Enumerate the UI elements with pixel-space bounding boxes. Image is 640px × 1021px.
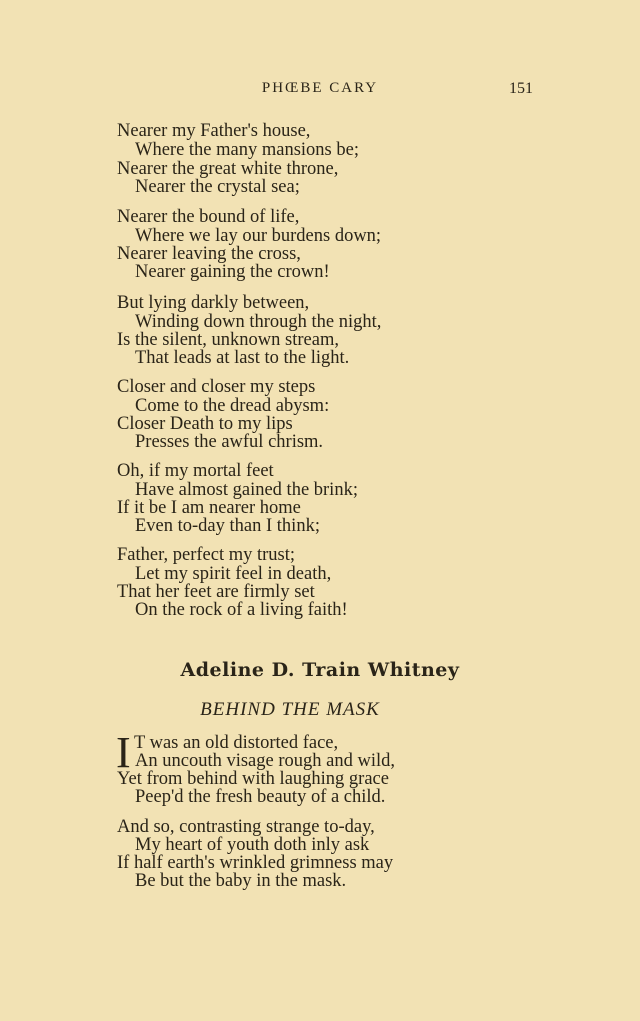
poem-line: Come to the dread abysm: [135,396,330,416]
poem-line: Even to-day than I think; [135,516,320,536]
poem-line: Nearer the great white throne, [117,159,339,179]
poem-line: T was an old distorted face, [134,733,339,753]
page-number: 151 [509,80,533,97]
poem-line: And so, contrasting strange to-day, [117,817,375,837]
poem-line: Nearer the bound of life, [117,207,300,227]
drop-cap: I [116,728,131,777]
poem-line: Peep'd the fresh beauty of a child. [135,787,386,807]
poem-line: That leads at last to the light. [135,348,350,368]
poem-line: Closer and closer my steps [117,377,316,397]
poem-line: Presses the awful chrism. [135,432,324,452]
poem-title: BEHIND THE MASK [200,699,380,720]
poem-line: Let my spirit feel in death, [135,564,332,584]
running-head: PHŒBE CARY [261,80,379,96]
poem-line: If it be I am nearer home [117,498,301,518]
poem-line: An uncouth visage rough and wild, [135,751,395,771]
poem-line: Closer Death to my lips [117,414,293,434]
poem-line: Is the silent, unknown stream, [117,330,339,350]
poem-line: Nearer leaving the cross, [117,244,301,264]
poem-line: That her feet are firmly set [117,582,315,602]
poem-line: If half earth's wrinkled grimness may [117,853,394,873]
poem-line: Oh, if my mortal feet [117,461,274,481]
poem-line: Yet from behind with laughing grace [117,769,389,789]
poem-line: Nearer gaining the crown! [135,262,330,282]
poem-line: On the rock of a living faith! [135,600,348,620]
poem-line: Where we lay our burdens down; [135,226,382,246]
poem-line: Be but the baby in the mask. [135,871,347,891]
poem-line: Nearer my Father's house, [117,121,311,141]
poem-line: Where the many mansions be; [135,140,359,160]
poem-line: My heart of youth doth inly ask [135,835,370,855]
poem-line: Have almost gained the brink; [135,480,358,500]
poem-line: Nearer the crystal sea; [135,177,300,197]
poem-line: Winding down through the night, [135,312,382,332]
poem-line: But lying darkly between, [117,293,310,313]
poem-line: Father, perfect my trust; [117,545,296,565]
author-heading: Adeline D. Train Whitney [180,659,460,681]
